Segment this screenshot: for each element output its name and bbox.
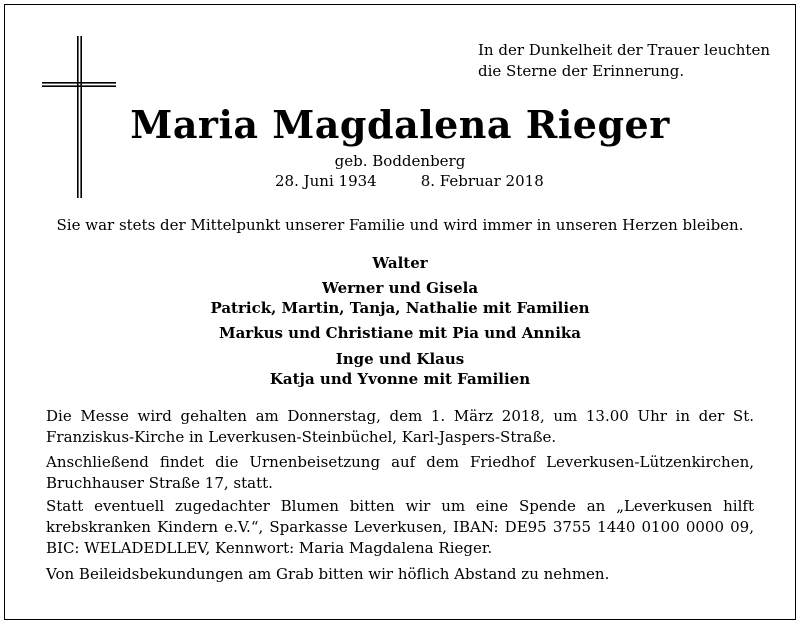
quote [478, 40, 770, 82]
paragraph-donation: Statt eventuell zugedachter Blumen bitten wir um eine Spende an „Leverkusen hilft krebskranken Kindern e.V.“, Sparkasse Leverkusen, IBAN: DE95 3755 1440 0100 0000 09, BIC: WELADEDLLEV, Kennwort: Maria Magdalena Rieger. [46, 497, 754, 557]
family-line: Katja und Yvonne mit Familien [269, 370, 531, 388]
deceased-name: Maria Magdalena Rieger [130, 102, 670, 147]
death-date: 8. Februar 2018 [420, 172, 544, 190]
family-line: Patrick, Martin, Tanja, Nathalie mit Familien [210, 299, 590, 317]
quote-line-2: die Sterne der Erinnerung. [478, 62, 685, 80]
family-line: Inge und Klaus [335, 350, 465, 368]
life-dates [275, 172, 544, 190]
paragraph-mass: Die Messe wird gehalten am Donnerstag, dem 1. März 2018, um 13.00 Uhr in der St. Franziskus-Kirche in Leverkusen-Steinbüchel, Karl-Jaspers-Straße. [46, 407, 754, 446]
paragraph-condolences: Von Beileidsbekundungen am Grab bitten wir höflich Abstand zu nehmen. [46, 565, 610, 583]
family-line: Markus und Christiane mit Pia und Annika [218, 324, 582, 342]
paragraph-burial: Anschließend findet die Urnenbeisetzung auf dem Friedhof Leverkusen-Lützenkirchen, Bruchhauser Straße 17, statt. [46, 453, 754, 492]
family-line: Walter [372, 254, 428, 272]
family-line: Werner und Gisela [321, 279, 479, 297]
birth-date: 28. Juni 1934 [275, 172, 377, 190]
quote-line-1: In der Dunkelheit der Trauer leuchten [478, 41, 770, 59]
motto: Sie war stets der Mittelpunkt unserer Familie und wird immer in unseren Herzen bleiben. [56, 216, 744, 234]
maiden-name: geb. Boddenberg [334, 152, 466, 170]
